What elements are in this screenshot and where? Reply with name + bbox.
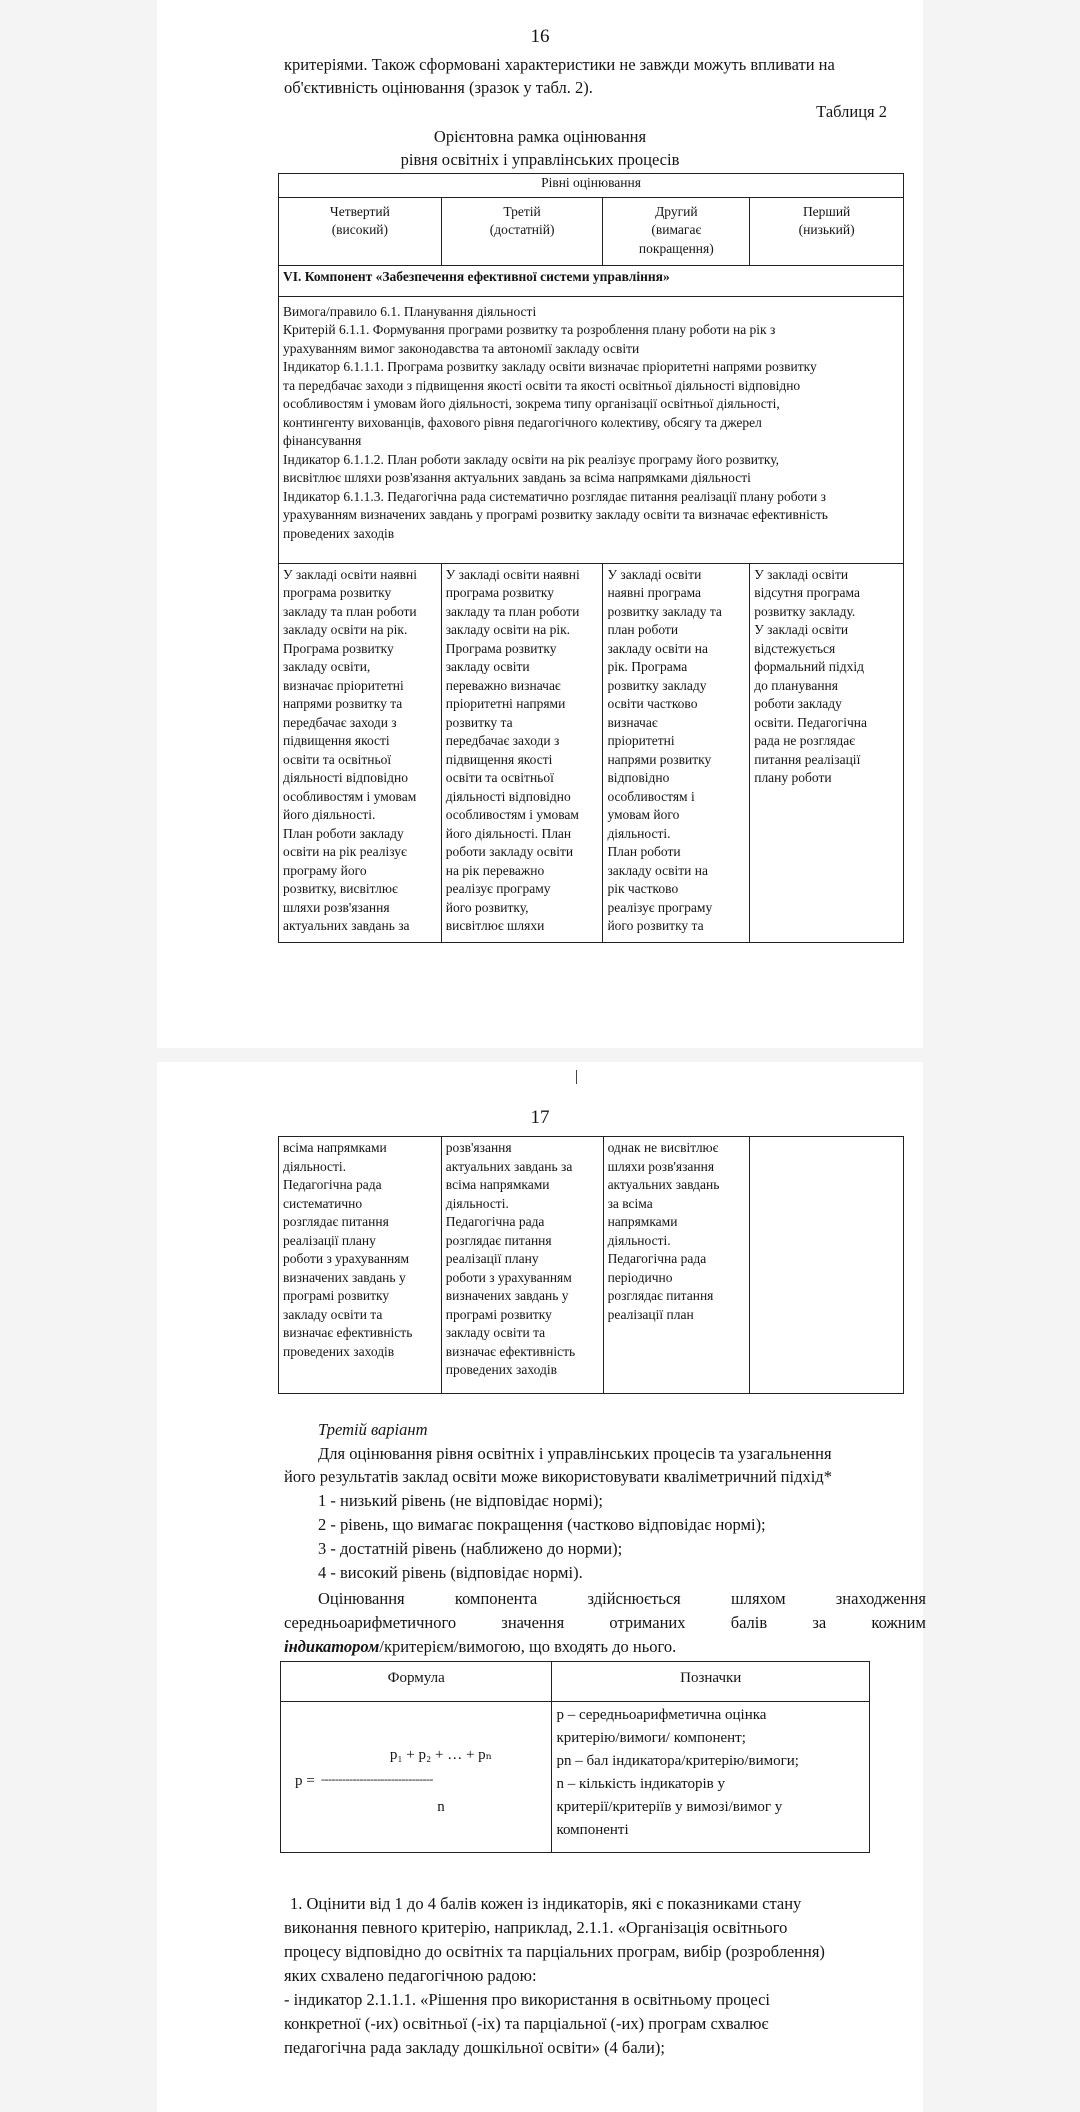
page-number: 16	[530, 26, 550, 47]
table-title-2: рівня освітніх і управлінських процесів	[400, 150, 680, 169]
item-line-2: виконання певного критерію, наприклад, 2.1.1. «Організація освітнього	[284, 1918, 788, 1937]
item-line-5: - індикатор 2.1.1.1. «Рішення про використання в освітньому процесі	[284, 1990, 770, 2009]
level-item-2: 2 - рівень, що вимагає покращення (частково відповідає нормі);	[318, 1515, 766, 1534]
formula-table	[280, 1661, 870, 1853]
level-item-3: 3 - достатній рівень (наближено до норми);	[318, 1539, 623, 1558]
level-first-description-cont	[750, 1137, 904, 1394]
evaluation-line-3: індикатором/критерієм/вимогою, що входять до нього.	[284, 1637, 677, 1656]
formula-lhs: p =	[295, 1773, 315, 1789]
page-number: 17	[530, 1107, 550, 1128]
formula-header: Формула	[281, 1662, 552, 1702]
intro-line-2: об'єктивність оцінювання (зразок у табл. 2).	[284, 78, 593, 97]
evaluation-line-1: Оцінювання компонента здійснюється шляхом знаходження	[318, 1589, 926, 1608]
level-third: Третій (достатній)	[441, 197, 603, 265]
indicator-emphasis: індикатором	[284, 1637, 380, 1656]
document-page-16	[157, 0, 923, 1048]
level-second-description: У закладі освіти наявні програма розвитку закладу та план роботи закладу освіти на рік. Програма розвитку закладу освіти частково визначає пріоритетні напрями розвитку відповідно особливостям і умовам його діяльності. План роботи закладу освіти на рік частково реалізує програму його розвитку та	[603, 563, 750, 942]
page-divider-mark	[576, 1070, 577, 1084]
level-fourth-description-cont: всіма напрямками діяльності. Педагогічна рада систематично розглядає питання реалізації плану роботи з урахуванням визначених завдань у програмі розвитку закладу освіти та визначає ефективність проведених заходів	[279, 1137, 442, 1394]
level-fourth-description: У закладі освіти наявні програма розвитку закладу та план роботи закладу освіти на рік. Програма розвитку закладу освіти, визначає пріоритетні напрями розвитку та передбачає заходи з підвищення якості освіти та освітньої діяльності відповідно особливостям і умовам його діяльності. План роботи закладу освіти на рік реалізує програму його розвитку, висвітлює шляхи розв'язання актуальних завдань за	[279, 563, 442, 942]
level-first: Перший (низький)	[750, 197, 904, 265]
component-row: VI. Компонент «Забезпечення ефективної системи управління»	[279, 265, 904, 296]
level-first-description: У закладі освіти відсутня програма розвитку закладу. У закладі освіти відстежується формальний підхід до планування роботи закладу освіти. Педагогічна рада не розглядає питання реалізації плану роботи	[750, 563, 904, 942]
level-item-4: 4 - високий рівень (відповідає нормі).	[318, 1563, 583, 1582]
assessment-framework-table	[278, 173, 904, 943]
variant-title: Третій варіант	[318, 1420, 428, 1439]
item-line-1: 1. Оцінити від 1 до 4 балів кожен із індикаторів, які є показниками стану	[290, 1894, 802, 1913]
item-line-4: яких схвалено педагогічною радою:	[284, 1966, 537, 1985]
document-page-17	[157, 1062, 926, 2112]
formula-denominator: n	[437, 1799, 445, 1815]
level-third-description-cont: розв'язання актуальних завдань за всіма напрямками діяльності. Педагогічна рада розглядає питання реалізації плану роботи з урахуванням визначених завдань у програмі розвитку закладу освіти та визначає ефективність проведених заходів	[441, 1137, 603, 1394]
paragraph-line-1: Для оцінювання рівня освітніх і управлінських процесів та узагальнення	[318, 1444, 832, 1463]
evaluation-line-2: середньоарифметичного значення отриманих балів за кожним	[284, 1613, 926, 1632]
formula-fraction-line: --------------------------------	[321, 1772, 433, 1786]
intro-line-1: критеріями. Також сформовані характеристики не завжди можуть впливати на	[284, 55, 835, 74]
level-fourth: Четвертий (високий)	[279, 197, 442, 265]
levels-header: Рівні оцінювання	[279, 174, 904, 198]
level-second-description-cont: однак не висвітлює шляхи розв'язання актуальних завдань за всіма напрямками діяльності. Педагогічна рада періодично розглядає питання реалізації план	[603, 1137, 750, 1394]
level-second: Другий (вимагає покращення)	[603, 197, 750, 265]
table-title-1: Орієнтовна рамка оцінювання	[433, 127, 647, 146]
notation-cell: p – середньоарифметична оцінка критерію/вимоги/ компонент; pn – бал індикатора/критерію/вимоги; n – кількість індикаторів у критерії/критеріїв у вимозі/вимог у компоненті	[552, 1702, 870, 1853]
item-line-3: процесу відповідно до освітніх та парціальних програм, вибір (розроблення)	[284, 1942, 825, 1961]
assessment-framework-table-continued	[278, 1136, 904, 1394]
level-third-description: У закладі освіти наявні програма розвитку закладу та план роботи закладу освіти на рік. Програма розвитку закладу освіти переважно визначає пріоритетні напрями розвитку та передбачає заходи з підвищення якості освіти та освітньої діяльності відповідно особливостям і умовам його діяльності. План роботи закладу освіти на рік переважно реалізує програму його розвитку, висвітлює шляхи	[441, 563, 603, 942]
table-label: Таблиця 2	[816, 102, 887, 121]
formula-numerator: p₁ + p₂ + … + pₙ	[389, 1747, 493, 1763]
item-line-7: педагогічна рада закладу дошкільної освіти» (4 бали);	[284, 2038, 665, 2057]
formula-cell	[281, 1702, 552, 1853]
level-item-1: 1 - низький рівень (не відповідає нормі);	[318, 1491, 603, 1510]
criteria-block: Вимога/правило 6.1. Планування діяльності Критерій 6.1.1. Формування програми розвитку та розроблення плану роботи на рік з урахуванням вимог законодавства та автономії закладу освіти Індикатор 6.1.1.1. Програма розвитку закладу освіти визначає пріоритетні напрями розвитку та передбачає заходи з підвищення якості освіти та якості освітньої діяльності відповідно особливостям і умовам його діяльності, зокрема типу організації освітньої діяльності, контингенту вихованців, фахового рівня педагогічного колективу, обсягу та джерел фінансування Індикатор 6.1.1.2. План роботи закладу освіти на рік реалізує програму його розвитку, висвітлює шляхи розв'язання актуальних завдань за всіма напрямками діяльності Індикатор 6.1.1.3. Педагогічна рада систематично розглядає питання реалізації плану роботи з урахуванням визначених завдань у програмі розвитку закладу освіти та визначає ефективність проведених заходів	[279, 296, 904, 563]
item-line-6: конкретної (-их) освітньої (-іх) та парціальної (-их) програм схвалює	[284, 2014, 769, 2033]
notation-header: Позначки	[552, 1662, 870, 1702]
paragraph-line-2: його результатів заклад освіти може використовувати кваліметричний підхід*	[284, 1467, 832, 1486]
